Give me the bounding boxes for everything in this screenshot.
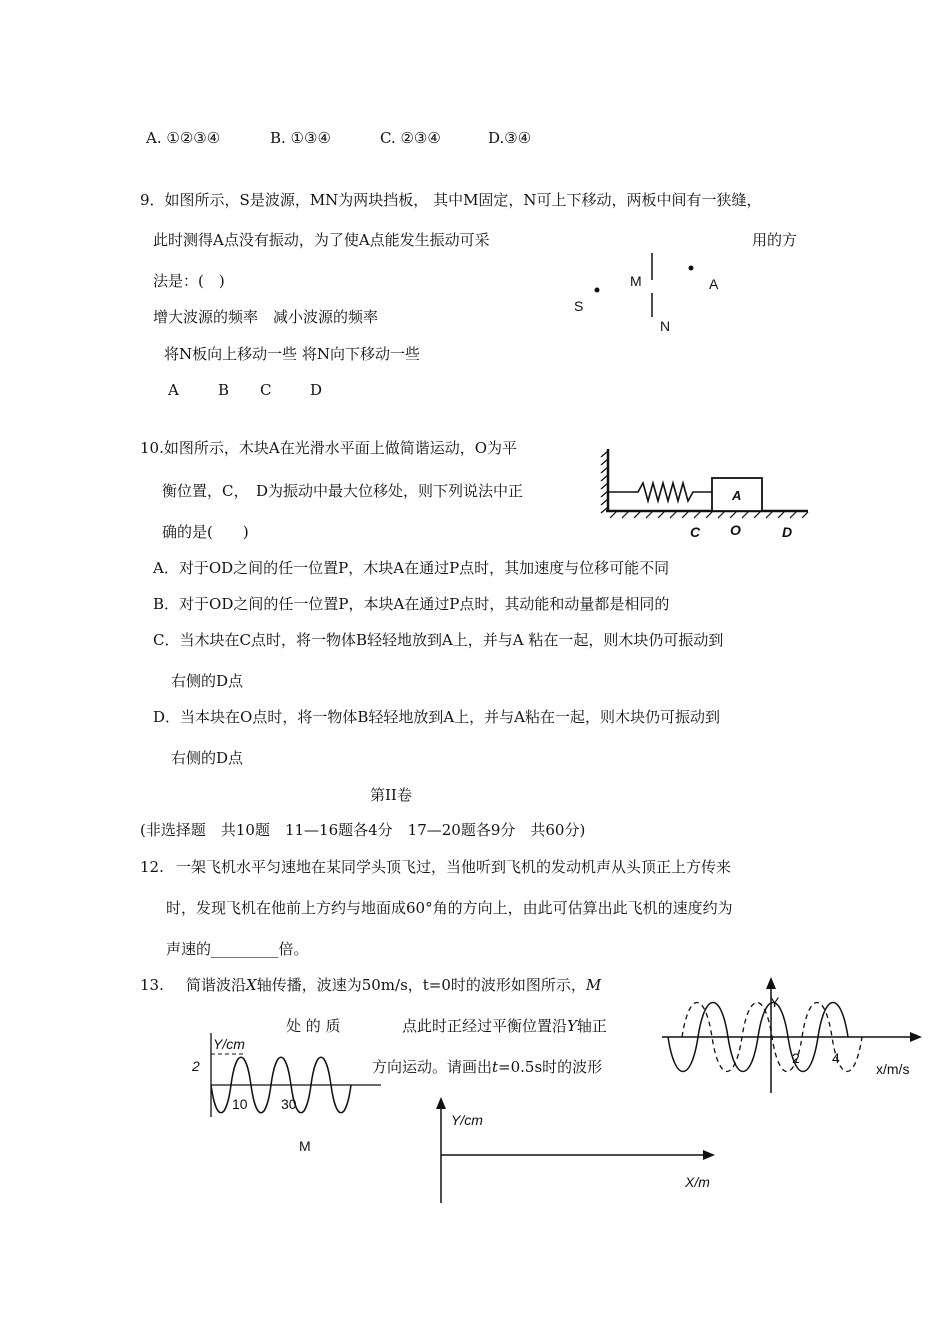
q9-letter-b: B [218, 381, 230, 399]
label-a: A [709, 276, 719, 292]
tick-label-30: 30 [281, 1096, 297, 1112]
right-x-label: x/m/s [876, 1061, 910, 1077]
q9-line2: 此时测得A点没有振动，为了使A点能发生振动可采 [153, 231, 490, 249]
label-o: O [730, 522, 741, 538]
q9-letter-a: A [168, 381, 179, 399]
q9-line3: 法是：( ) [153, 272, 225, 290]
right-y-label: Y [770, 994, 780, 1010]
q10-line1: 10.如图所示，木块A在光滑水平面上做简谐运动，O为平 [140, 439, 517, 457]
label-d: D [782, 524, 793, 540]
block-label-a: A [732, 488, 742, 503]
q13-number: 13. [140, 976, 164, 994]
q10-line3: 确的是( ) [162, 523, 249, 541]
q9-line2-tail: 用的方 [752, 231, 798, 249]
label-s: S [574, 298, 584, 314]
q12-line1: 一架飞机水平匀速地在某同学头顶飞过，当他听到飞机的发动机声从头顶正上方传来 [176, 858, 732, 876]
y-label: Y/cm [213, 1036, 245, 1052]
q9-slit-diagram [560, 245, 740, 345]
tick-label-10: 10 [232, 1096, 248, 1112]
answer-y-label: Y/cm [451, 1112, 483, 1128]
answer-x-label: X/m [685, 1174, 710, 1190]
q8-option-a: A. ①②③④ [146, 129, 221, 147]
section-subtitle: (非选择题 共10题 11—16题各4分 17—20题各9分 共60分) [140, 821, 586, 839]
q8-option-d: D.③④ [488, 129, 532, 147]
q8-option-b: B. ①③④ [270, 129, 331, 147]
spring [608, 483, 712, 501]
right-tick-2: 2 [792, 1050, 800, 1066]
label-c: C [690, 524, 701, 540]
q10-option-c-line1: C．当木块在C点时，将一物体B轻轻地放到A上，并与A 粘在一起，则木块仍可振动到 [153, 631, 724, 649]
q13-line2-b: 点此时正经过平衡位置沿Y轴正 [402, 1017, 607, 1035]
q10-option-d-line1: D．当本块在O点时，将一物体B轻轻地放到A上，并与A粘在一起，则木块仍可振动到 [153, 708, 721, 726]
amplitude-label: 2 [192, 1058, 200, 1074]
q12-number: 12. [140, 858, 164, 876]
q12-line3: 声速的_________倍。 [166, 940, 309, 958]
q13-line2-a: 处 的 质 [286, 1017, 341, 1035]
q13-waveform-figure [185, 1025, 385, 1160]
section-title: 第II卷 [370, 786, 412, 804]
right-tick-4: 4 [832, 1050, 840, 1066]
q13-line3: 方向运动。请画出t=0.5s时的波形 [372, 1058, 603, 1076]
point-m-label: M [299, 1138, 311, 1154]
q10-line2: 衡位置，C， D为振动中最大位移处，则下列说法中正 [162, 482, 524, 500]
q10-option-c-line2: 右侧的D点 [171, 672, 244, 690]
right-x-arrow [910, 1032, 922, 1042]
q13-right-wave-figure [660, 975, 935, 1105]
point-a-dot [689, 266, 694, 271]
x-arrow [703, 1150, 715, 1160]
q9-options-move: 将N板向上移动一些 将N向下移动一些 [164, 345, 421, 363]
q10-option-a: A．对于OD之间的任一位置P，木块A在通过P点时，其加速度与位移可能不同 [153, 559, 670, 577]
q10-option-d-line2: 右侧的D点 [171, 749, 244, 767]
q10-option-b: B．对于OD之间的任一位置P，本块A在通过P点时，其动能和动量都是相同的 [153, 595, 670, 613]
q12-line2: 时，发现飞机在他前上方约与地面成60°角的方向上，由此可估算出此飞机的速度约为 [166, 899, 733, 917]
label-n: N [660, 318, 671, 334]
q13-answer-axes [425, 1095, 725, 1210]
q9-letter-d: D [310, 381, 323, 399]
q13-line1: 简谐波沿X轴传播，波速为50m/s，t=0时的波形如图所示，M [186, 976, 602, 994]
q9-options-frequency: 增大波源的频率 减小波源的频率 [153, 308, 379, 326]
q10-spring-diagram [598, 445, 813, 540]
q8-option-c: C. ②③④ [380, 129, 441, 147]
label-m: M [630, 273, 642, 289]
q9-line1: 9．如图所示，S是波源，MN为两块挡板， 其中M固定，N可上下移动，两板中间有一狭缝， [140, 191, 762, 209]
q9-letter-c: C [260, 381, 272, 399]
source-s-dot [595, 288, 600, 293]
